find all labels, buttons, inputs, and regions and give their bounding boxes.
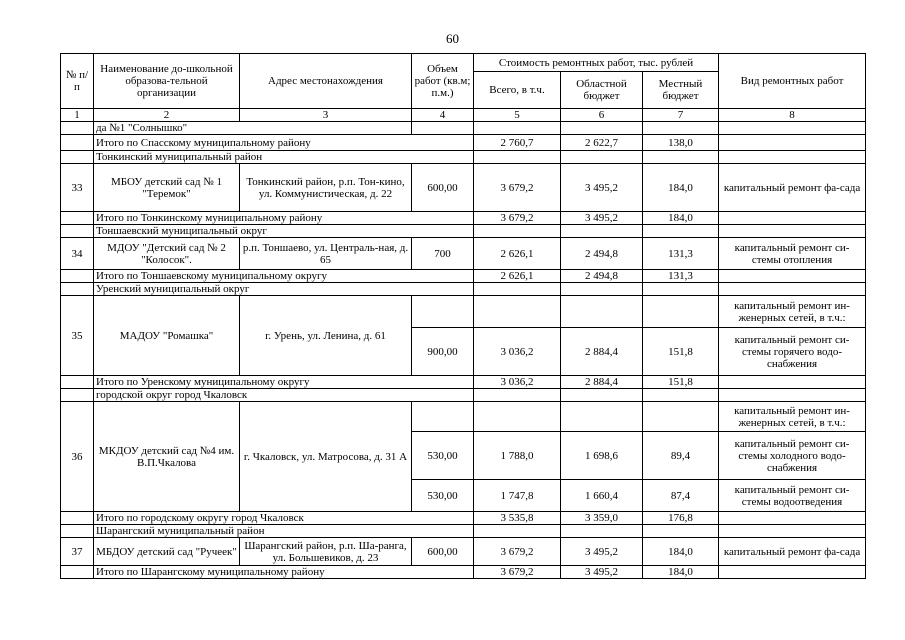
subtotal-row [61,212,866,225]
cost-regional: 3 495,2 [561,538,643,566]
cost-total: 1 788,0 [474,432,561,480]
section-label: Тоншаевский муниципальный округ [94,225,474,238]
header-address: Адрес местонахождения [240,54,412,109]
cost-local: 184,0 [643,164,719,212]
column-index: 1 [61,109,94,122]
subtotal-row [61,270,866,283]
column-index: 5 [474,109,561,122]
cost-local: 151,8 [643,328,719,376]
cost-regional: 1 660,4 [561,480,643,512]
subtotal-regional: 3 495,2 [561,566,643,579]
section-row [61,151,866,164]
org-name: МАДОУ "Ромашка" [94,296,240,376]
subtotal-regional: 2 622,7 [561,135,643,151]
header-regional: Областной бюджет [561,72,643,109]
work-volume: 900,00 [412,328,474,376]
column-index: 2 [94,109,240,122]
subtotal-local: 138,0 [643,135,719,151]
work-type: капитальный ремонт си-стемы горячего водо-снабжения [719,328,866,376]
work-type: капитальный ремонт ин-женерных сетей, в т.ч.: [719,296,866,328]
header-name: Наименование до-школьной образова-тельной организации [94,54,240,109]
subtotal-regional: 3 359,0 [561,512,643,525]
header-num: № п/п [61,54,94,109]
work-type: капитальный ремонт си-стемы водоотведения [719,480,866,512]
header-work-type: Вид ремонтных работ [719,54,866,109]
row-num: 34 [61,238,94,270]
subtotal-total: 3 535,8 [474,512,561,525]
subtotal-label: Итого по Шарангскому муниципальному району [94,566,474,579]
header-row [61,54,866,72]
column-index: 8 [719,109,866,122]
cost-regional: 3 495,2 [561,164,643,212]
cost-local: 87,4 [643,480,719,512]
work-type: капитальный ремонт ин-женерных сетей, в т.ч.: [719,402,866,432]
column-index: 6 [561,109,643,122]
subtotal-total: 2 760,7 [474,135,561,151]
org-address: Шарангский район, р.п. Ша-ранга, ул. Большевиков, д. 23 [240,538,412,566]
section-label: Тонкинский муниципальный район [94,151,474,164]
section-label: Шарангский муниципальный район [94,525,474,538]
section-row [61,225,866,238]
subtotal-regional: 2 494,8 [561,270,643,283]
org-address: р.п. Тоншаево, ул. Централь-ная, д. 65 [240,238,412,270]
cost-regional: 1 698,6 [561,432,643,480]
cost-total: 3 679,2 [474,164,561,212]
subtotal-label: Итого по Тоншаевскому муниципальному округу [94,270,474,283]
subtotal-total: 3 679,2 [474,566,561,579]
cost-local: 184,0 [643,538,719,566]
header-local: Местный бюджет [643,72,719,109]
subtotal-regional: 3 495,2 [561,212,643,225]
work-type: капитальный ремонт си-стемы отопления [719,238,866,270]
column-index: 4 [412,109,474,122]
cost-regional: 2 884,4 [561,328,643,376]
subtotal-local: 184,0 [643,212,719,225]
cost-total: 2 626,1 [474,238,561,270]
row-num: 37 [61,538,94,566]
subtotal-row [61,512,866,525]
org-address: Тонкинский район, р.п. Тон-кино, ул. Коммунистическая, д. 22 [240,164,412,212]
subtotal-label: Итого по городскому округу город Чкаловск [94,512,474,525]
subtotal-total: 3 036,2 [474,376,561,389]
row-num: 35 [61,296,94,376]
org-address: г. Урень, ул. Ленина, д. 61 [240,296,412,376]
org-name: МБОУ детский сад № 1 "Теремок" [94,164,240,212]
cost-total: 3 036,2 [474,328,561,376]
work-volume: 530,00 [412,432,474,480]
page-number: 60 [446,31,459,46]
work-type: капитальный ремонт си-стемы холодного водо-снабжения [719,432,866,480]
section-row [61,283,866,296]
subtotal-total: 3 679,2 [474,212,561,225]
subtotal-label: Итого по Тонкинскому муниципальному району [94,212,474,225]
repair-works-table [60,53,866,579]
table-row [61,538,866,566]
subtotal-label: Итого по Уренскому муниципальному округу [94,376,474,389]
table-row [61,402,866,432]
subtotal-row [61,135,866,151]
work-volume: 600,00 [412,538,474,566]
section-label: Уренский муниципальный округ [94,283,474,296]
subtotal-local: 151,8 [643,376,719,389]
org-address: г. Чкаловск, ул. Матросова, д. 31 А [240,402,412,512]
org-name: МДОУ "Детский сад № 2 "Колосок". [94,238,240,270]
row-num: 33 [61,164,94,212]
work-volume: 530,00 [412,480,474,512]
subtotal-local: 176,8 [643,512,719,525]
work-type: капитальный ремонт фа-сада [719,538,866,566]
row-num: 36 [61,402,94,512]
work-volume: 600,00 [412,164,474,212]
subtotal-local: 131,3 [643,270,719,283]
header-cost: Стоимость ремонтных работ, тыс. рублей [474,54,719,72]
org-name: МБДОУ детский сад "Ручеек" [94,538,240,566]
subtotal-total: 2 626,1 [474,270,561,283]
column-index: 3 [240,109,412,122]
section-label: городской округ город Чкаловск [94,389,474,402]
column-index: 7 [643,109,719,122]
header-total: Всего, в т.ч. [474,72,561,109]
subtotal-label: Итого по Спасскому муниципальному району [94,135,474,151]
subtotal-row [61,376,866,389]
table-row [61,122,866,135]
cost-total: 3 679,2 [474,538,561,566]
work-type: капитальный ремонт фа-сада [719,164,866,212]
column-index-row [61,109,866,122]
subtotal-regional: 2 884,4 [561,376,643,389]
table-row [61,164,866,212]
table-row [61,238,866,270]
header-volume: Объем работ (кв.м; п.м.) [412,54,474,109]
cost-local: 89,4 [643,432,719,480]
cost-local: 131,3 [643,238,719,270]
cost-regional: 2 494,8 [561,238,643,270]
org-name: МКДОУ детский сад №4 им. В.П.Чкалова [94,402,240,512]
cost-total: 1 747,8 [474,480,561,512]
work-volume: 700 [412,238,474,270]
section-row [61,389,866,402]
section-row [61,525,866,538]
table-row [61,296,866,328]
subtotal-row [61,566,866,579]
subtotal-local: 184,0 [643,566,719,579]
name-continuation: да №1 "Солнышко" [94,122,412,135]
